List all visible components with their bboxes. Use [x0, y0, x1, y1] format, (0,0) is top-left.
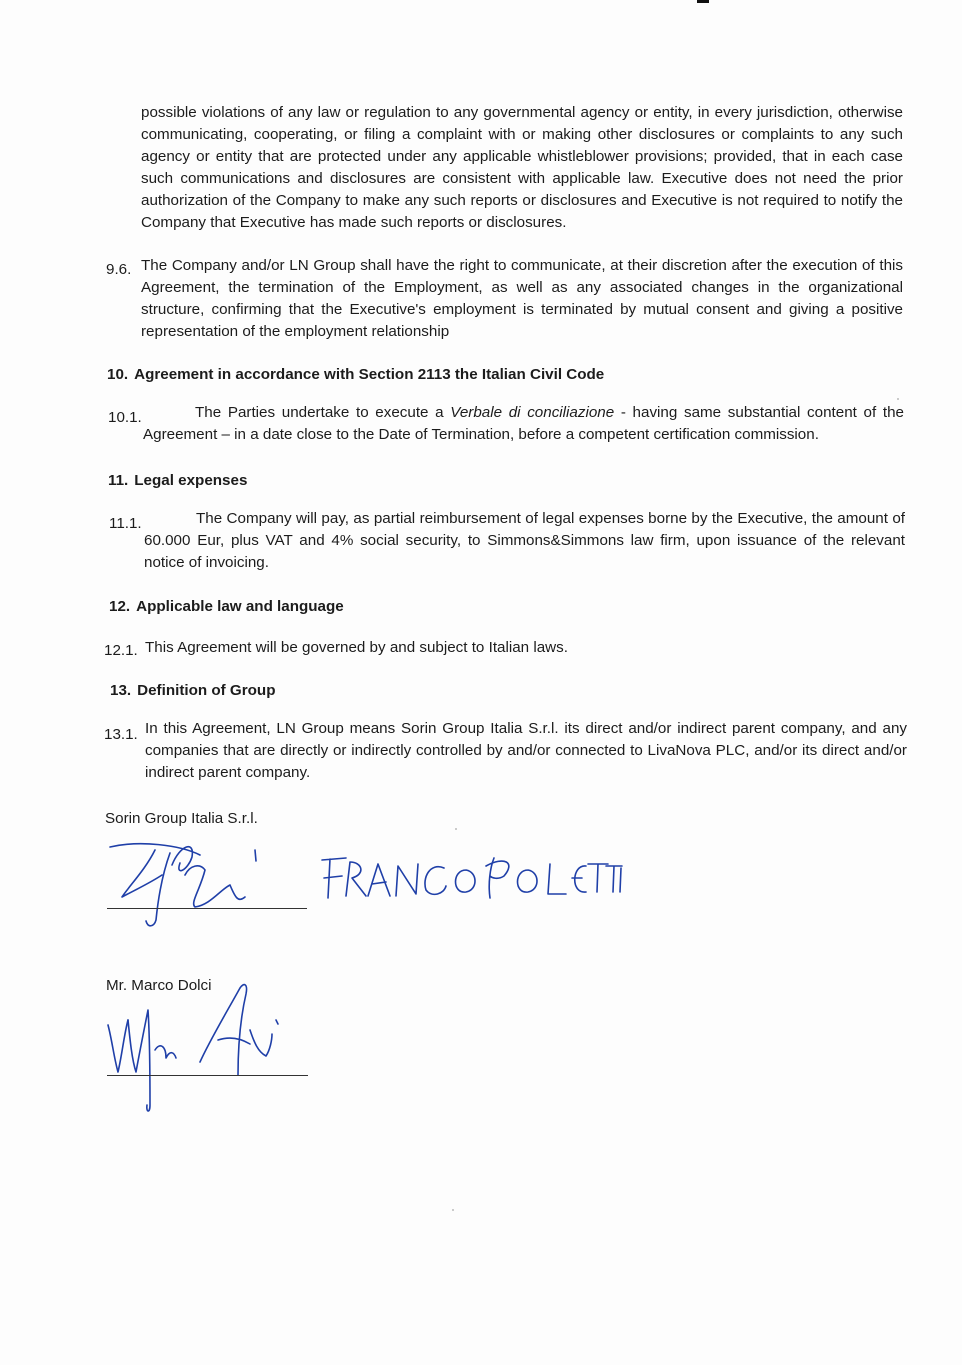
heading-13-title: Definition of Group: [137, 682, 276, 699]
section-9-continuation-text: possible violations of any law or regulation to any governmental agency or entity, in every jurisdiction, otherwise communicating, cooperating, or filing a complaint with or making other disclosures or complaints to any such agency or entity that are protected under any applicable whistleblower provisions; provided, that in each case such communications and disclosures are consistent with applicable law. Executive does not need the prior authorization of the Company to make any such reports or disclosures and Executive is not required to notify the Company that Executive has made such reports or disclosures.: [141, 104, 903, 231]
clause-10-1: [143, 402, 904, 446]
signatory-executive-label: Mr. Marco Dolci: [106, 977, 212, 994]
heading-10-number: 10.: [107, 366, 129, 383]
clause-13-1-text: In this Agreement, LN Group means Sorin Group Italia S.r.l. its direct and/or indirect parent company, and any companies that are directly or indirectly controlled by and/or connected to LivaNova PLC, and/or its direct and/or indirect parent company.: [145, 720, 907, 781]
clause-9-6-number: 9.6.: [106, 261, 132, 278]
clause-11-1-number: 11.1.: [109, 515, 142, 532]
clause-9-6: [141, 255, 903, 343]
heading-section-12: [109, 596, 344, 618]
heading-12-number: 12.: [109, 598, 131, 615]
handwritten-name: [316, 848, 626, 908]
clause-12-1-text: This Agreement will be governed by and subject to Italian laws.: [145, 639, 568, 656]
heading-11-title: Legal expenses: [134, 472, 248, 489]
clause-11-1-text: The Company will pay, as partial reimbursement of legal expenses borne by the Executive, the amount of 60.000 Eur, plus VAT and 4% social security, to Simmons&Simmons law firm, upon issuance of the relevant notice of invoicing.: [144, 510, 905, 571]
clause-10-1-text-b: - having same substantial content of the Agreement – in a date close to the Date of Termination, before a competent certification commission.: [143, 404, 904, 443]
heading-section-10: [107, 364, 604, 386]
heading-12-title: Applicable law and language: [136, 598, 344, 615]
signatory-company-label: Sorin Group Italia S.r.l.: [105, 810, 258, 827]
clause-11-1: [144, 508, 905, 574]
clause-9-6-text: The Company and/or LN Group shall have the right to communicate, at their discretion after the execution of this Agreement, the termination of the Employment, as well as any associated changes in the organizational structure, confirming that the Executive's employment is terminated by mutual consent and giving a positive representation of the employment relationship: [141, 257, 903, 340]
signature-line-company: [107, 908, 307, 909]
heading-11-number: 11.: [108, 472, 129, 489]
clause-13-1: [145, 718, 907, 784]
speck: [455, 828, 457, 830]
heading-section-13: [110, 680, 275, 702]
speck: [452, 1209, 454, 1211]
heading-13-number: 13.: [110, 682, 132, 699]
speck: [897, 398, 899, 400]
signature-line-executive: [107, 1075, 308, 1076]
page-edge-mark: [697, 0, 709, 3]
clause-10-1-text-a: The Parties undertake to execute a: [195, 404, 451, 421]
signature-marco-dolci: [100, 980, 320, 1120]
heading-section-11: [108, 470, 247, 492]
clause-12-1-number: 12.1.: [104, 642, 138, 659]
clause-13-1-number: 13.1.: [104, 726, 138, 743]
section-9-continuation: [141, 102, 903, 234]
heading-10-title: Agreement in accordance with Section 2113 the Italian Civil Code: [134, 366, 605, 383]
clause-10-1-emphasis: Verbale di conciliazione: [450, 404, 615, 421]
clause-12-1: [145, 637, 568, 659]
clause-10-1-number: 10.1.: [108, 409, 142, 426]
